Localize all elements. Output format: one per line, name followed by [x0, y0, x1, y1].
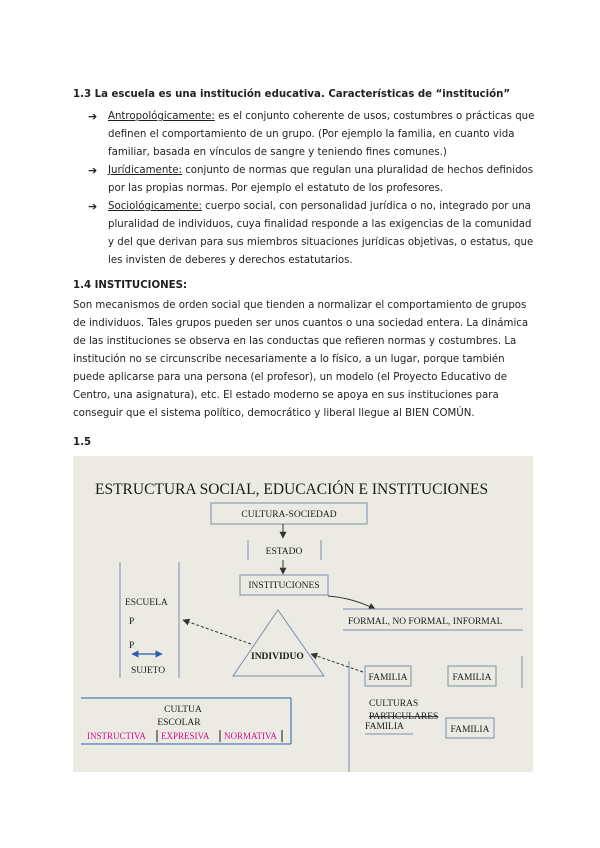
arrow-right-icon: ➔ — [88, 110, 98, 123]
cultura-sociedad-label: CULTURA-SOCIEDAD — [241, 510, 337, 520]
list-item — [88, 108, 540, 162]
diagram-title: ESTRUCTURA SOCIAL, EDUCACIÓN E INSTITUCIONES — [95, 481, 489, 498]
individuo-triangle — [233, 610, 324, 676]
term-definition: cuerpo social, con personalidad jurídica o no, integrado por una pluralidad de individuos, cuya finalidad responde a las exigencias de la comunidad y del que derivan para sus miembros situaciones jurídicas objetivas, o estatus, que les invisten de deberes y derechos estatutarios. — [108, 201, 534, 266]
arrow-right-icon: ➔ — [88, 164, 98, 177]
term-definition: conjunto de normas que regulan una pluralidad de hechos definidos por las propias normas. Por ejemplo el estatuto de los profesores. — [108, 165, 534, 194]
term-label: Jurídicamente: — [108, 165, 182, 176]
section-1-4-heading: 1.4 INSTITUCIONES: — [73, 280, 188, 291]
escuela-label: ESCUELA — [125, 598, 168, 608]
list-item — [88, 198, 540, 270]
instructiva-label: INSTRUCTIVA — [87, 731, 146, 741]
term-label: Antropológicamente: — [108, 111, 215, 122]
institutions-diagram — [73, 456, 533, 772]
instituciones-label: INSTITUCIONES — [248, 581, 320, 591]
escolar-label: ESCOLAR — [157, 718, 201, 728]
section-1-5-heading: 1.5 — [73, 437, 92, 448]
sujeto-label: SUJETO — [131, 666, 166, 676]
expresiva-label: EXPRESIVA — [161, 731, 210, 741]
familia-label-2: FAMILIA — [452, 673, 492, 683]
individuo-label: INDIVIDUO — [251, 652, 304, 662]
formal-label: FORMAL, NO FORMAL, INFORMAL — [348, 617, 503, 627]
arrow-right-icon: ➔ — [88, 200, 98, 213]
section-1-4-paragraph: Son mecanismos de orden social que tienden a normalizar el comportamiento de grupos de individuos. Tales grupos pueden ser unos cuantos o una sociedad entera. La dinámica de las instituciones se observa en las conductas que refieren normas y costumbres. La institución no se circunscribe necesariamente a lo físico, a un lugar, porque también puede aplicarse para una persona (el profesor), un modelo (el Proyecto Educativo de Centro, una asignatura), etc. El estado moderno se apoya en sus instituciones para conseguir que el sistema político, democrático y liberal llegue al BIEN COMÚN. — [73, 300, 529, 419]
familia-label-4: FAMILIA — [450, 725, 490, 735]
p-label-1: P — [129, 617, 135, 627]
normativa-label: NORMATIVA — [224, 731, 277, 741]
arrow-to-escuela — [183, 620, 251, 644]
term-label: Sociológicamente: — [108, 201, 202, 212]
diagram-canvas — [73, 456, 533, 772]
arrow-to-formal — [328, 596, 375, 609]
list-item — [88, 162, 540, 198]
term-definition: es el conjunto coherente de usos, costumbres o prácticas que definen el comportamiento de un grupo. (Por ejemplo la familia, en cuanto vida familiar, basada en vínculos de sangre y teniendo fines comunes.) — [108, 111, 535, 158]
familia-label-1: FAMILIA — [368, 673, 408, 683]
culturas-label: CULTURAS — [369, 699, 419, 709]
cultua-label: CULTUA — [164, 705, 202, 715]
section-1-3-heading: 1.3 La escuela es una institución educativa. Características de “institución” — [73, 89, 511, 100]
p-label-2: P — [129, 641, 135, 651]
familia-label-3: FAMILIA — [365, 722, 404, 732]
estado-label: ESTADO — [265, 547, 303, 557]
characteristics-list — [88, 108, 540, 270]
particulares-label: PARTICULARES — [369, 712, 439, 722]
